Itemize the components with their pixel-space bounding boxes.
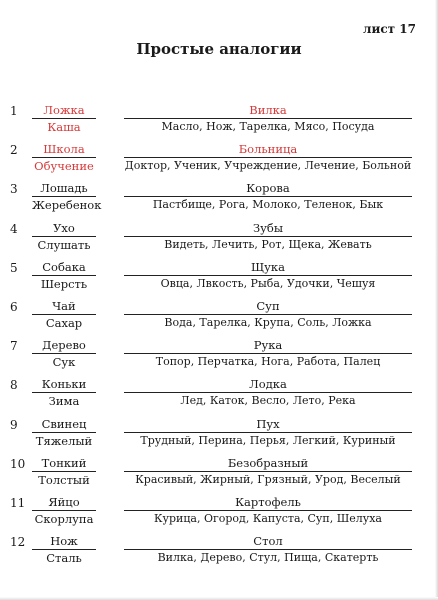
analogy-row: [0, 296, 438, 335]
target-group: [124, 495, 412, 526]
target-group: [124, 338, 412, 369]
answer-options: Трудный, Перина, Перья, Легкий, Куриный: [140, 433, 396, 447]
source-word: Тонкий: [32, 456, 96, 472]
page-title: Простые аналогии: [136, 40, 302, 58]
target-group: [124, 377, 412, 408]
sheet-number: лист 17: [363, 22, 416, 36]
source-relation-word: Слушать: [37, 237, 91, 252]
target-group: [124, 142, 412, 173]
target-group: [124, 181, 412, 212]
analogy-row: [0, 100, 438, 139]
row-number: 8: [10, 378, 18, 393]
source-word: Свинец: [32, 417, 96, 433]
answer-options: Курица, Огород, Капуста, Суп, Шелуха: [154, 511, 382, 525]
row-number: 3: [10, 182, 18, 197]
source-pair: [32, 377, 96, 408]
source-word: Дерево: [32, 338, 96, 354]
analogy-row: [0, 257, 438, 296]
source-pair: [32, 534, 96, 565]
row-number: 5: [10, 260, 18, 275]
analogy-row: [0, 218, 438, 257]
row-number: 11: [10, 495, 26, 510]
target-group: [124, 456, 412, 487]
source-pair: [32, 456, 96, 487]
source-pair: [32, 299, 96, 330]
row-number: 9: [10, 417, 18, 432]
analogy-row: [0, 453, 438, 492]
row-number: 12: [10, 535, 26, 550]
source-relation-word: Каша: [47, 120, 81, 134]
answer-options: Масло, Нож, Тарелка, Мясо, Посуда: [161, 120, 375, 133]
answer-options: Топор, Перчатка, Нога, Работа, Палец: [155, 355, 381, 369]
row-number: 10: [10, 456, 26, 471]
answer-options: Доктор, Ученик, Учреждение, Лечение, Больной: [124, 159, 412, 173]
source-word: Лошадь: [32, 181, 96, 197]
target-word: Картофель: [124, 495, 412, 511]
target-word: Пух: [124, 417, 412, 433]
row-number: 6: [10, 299, 18, 314]
target-group: [124, 417, 412, 448]
source-pair: [32, 181, 102, 213]
analogy-row: [0, 531, 438, 570]
row-number: 4: [10, 221, 18, 236]
source-pair: [32, 260, 96, 291]
target-group: [124, 299, 412, 330]
target-word: Рука: [124, 338, 412, 354]
analogy-row: [0, 414, 438, 453]
row-number: 1: [10, 104, 18, 118]
row-number: 7: [10, 339, 18, 354]
target-word: Стол: [124, 534, 412, 550]
analogy-row: [0, 374, 438, 413]
target-word: Безобразный: [124, 456, 412, 472]
target-group: [124, 221, 412, 252]
source-relation-word: Зима: [48, 394, 80, 409]
target-group: [124, 534, 412, 565]
source-word: Ухо: [32, 221, 96, 237]
source-pair: [32, 142, 96, 173]
analogy-list: [0, 100, 438, 570]
answer-options: Овца, Лвкость, Рыба, Удочки, Чешуя: [160, 276, 376, 290]
source-relation-word: Шерсть: [40, 276, 88, 291]
target-word: Щука: [124, 260, 412, 276]
source-relation-word: Сук: [52, 355, 76, 370]
source-relation-word: Скорлупа: [34, 511, 94, 526]
source-word: Чай: [32, 299, 96, 315]
source-pair: [32, 338, 96, 369]
row-number: 2: [10, 143, 18, 158]
source-relation-word: Толстый: [38, 472, 90, 487]
answer-options: Пастбище, Рога, Молоко, Теленок, Бык: [152, 198, 384, 212]
source-word: Школа: [32, 142, 96, 158]
source-relation-word: Жеребенок: [32, 198, 102, 213]
source-pair: [32, 103, 96, 134]
target-group: [124, 103, 412, 134]
answer-options: Лед, Каток, Весло, Лето, Река: [180, 394, 356, 408]
answer-options: Вилка, Дерево, Стул, Пища, Скатерть: [157, 551, 379, 565]
target-word: Вилка: [124, 103, 412, 119]
analogy-row: [0, 335, 438, 374]
source-word: Собака: [32, 260, 96, 276]
source-word: Ложка: [32, 103, 96, 119]
source-relation-word: Сахар: [45, 315, 83, 330]
target-word: Лодка: [124, 377, 412, 393]
source-pair: [32, 417, 96, 448]
target-word: Корова: [124, 181, 412, 197]
source-pair: [32, 495, 96, 526]
target-word: Зубы: [124, 221, 412, 237]
source-word: Яйцо: [32, 495, 96, 511]
analogy-row: [0, 139, 438, 178]
source-word: Коньки: [32, 377, 96, 393]
source-pair: [32, 221, 96, 252]
source-relation-word: Обучение: [34, 159, 94, 174]
target-word: Суп: [124, 299, 412, 315]
answer-options: Красивый, Жирный, Грязный, Урод, Веселый: [135, 472, 401, 486]
source-word: Нож: [32, 534, 96, 550]
target-word: Больница: [124, 142, 412, 158]
analogy-row: [0, 178, 438, 217]
source-relation-word: Сталь: [46, 551, 82, 566]
analogy-row: [0, 492, 438, 531]
answer-options: Вода, Тарелка, Крупа, Соль, Ложка: [164, 315, 372, 329]
target-group: [124, 260, 412, 291]
source-relation-word: Тяжелый: [35, 433, 93, 448]
answer-options: Видеть, Лечить, Рот, Щека, Жевать: [164, 237, 372, 251]
